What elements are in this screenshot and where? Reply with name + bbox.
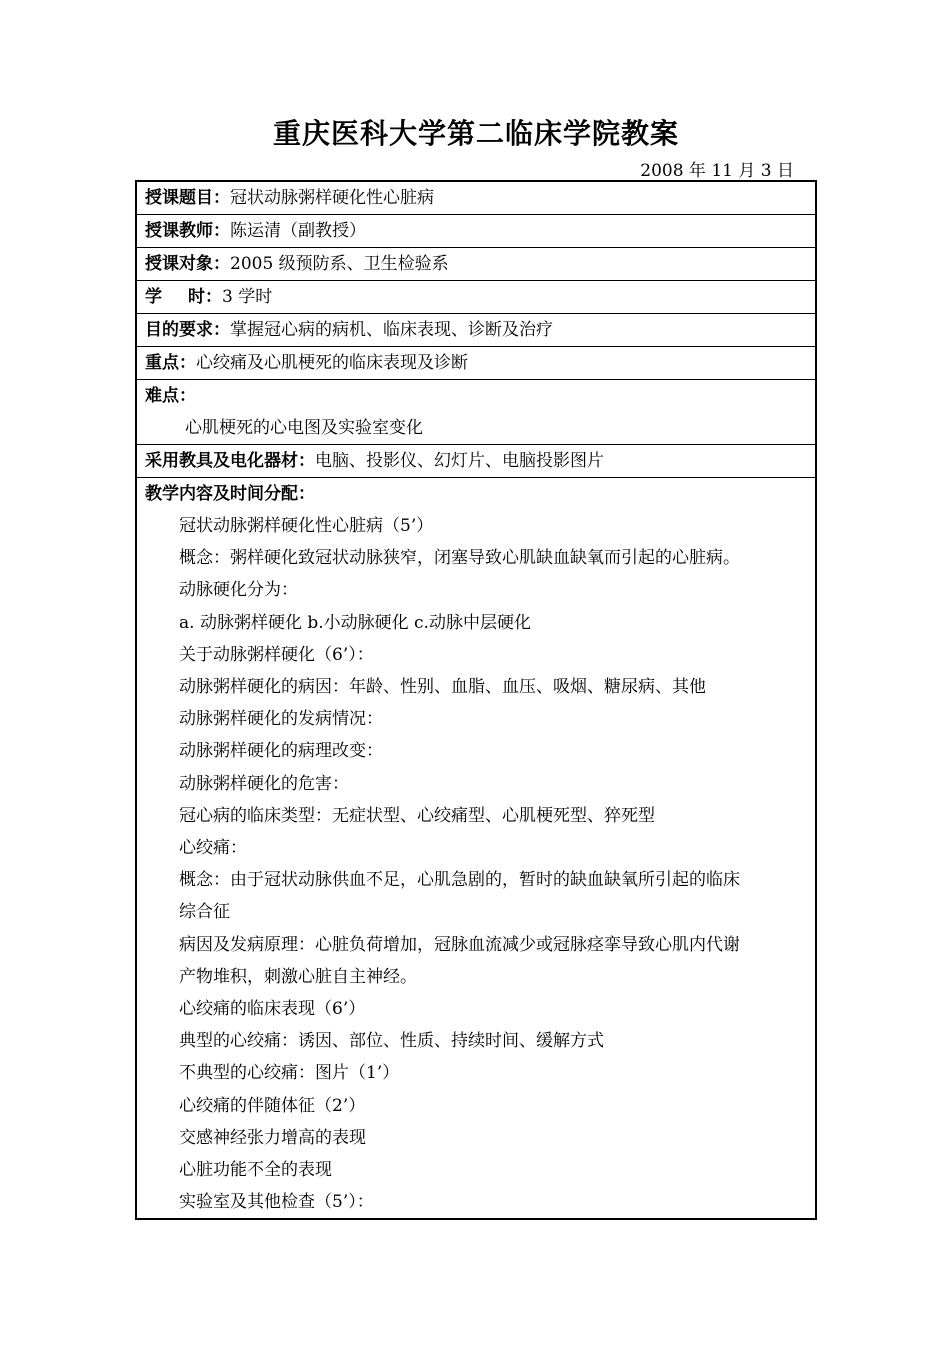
content-line: a. 动脉粥样硬化 b.小动脉硬化 c.动脉中层硬化 — [179, 612, 531, 633]
topic-label: 授课题目： — [145, 188, 230, 208]
teacher-value: 陈运清（副教授） — [230, 221, 366, 241]
content-line: 概念：粥样硬化致冠状动脉狭窄，闭塞导致心肌缺血缺氧而引起的心脏病。 — [179, 548, 740, 569]
content-line: 冠状动脉粥样硬化性心脏病（5’） — [179, 516, 434, 536]
audience-label: 授课对象： — [145, 254, 230, 274]
content-line: 综合征 — [179, 902, 230, 923]
content-line: 不典型的心绞痛：图片（1’） — [179, 1063, 400, 1084]
audience-value: 2005 级预防系、卫生检验系 — [230, 254, 449, 274]
content-line: 冠心病的临床类型：无症状型、心绞痛型、心肌梗死型、猝死型 — [179, 805, 655, 826]
content-line: 产物堆积，刺激心脏自主神经。 — [179, 966, 417, 987]
goal-label: 目的要求： — [145, 320, 230, 340]
difficulty-value: 心肌梗死的心电图及实验室变化 — [185, 418, 423, 438]
content-line: 概念：由于冠状动脉供血不足，心肌急剧的，暂时的缺血缺氧所引起的临床 — [179, 870, 740, 891]
teacher-label: 授课教师： — [145, 221, 230, 241]
hours-label-b: 时： — [188, 287, 222, 307]
content-line: 关于动脉粥样硬化（6’）： — [179, 644, 374, 665]
row-content — [137, 478, 815, 1218]
content-line: 交感神经张力增高的表现 — [179, 1127, 366, 1148]
row-audience — [137, 248, 815, 281]
content-line: 动脉粥样硬化的病理改变： — [179, 741, 383, 762]
hours-value: 3 学时 — [222, 287, 273, 307]
row-key — [137, 347, 815, 380]
lesson-plan-table — [135, 180, 817, 1220]
content-line: 心绞痛： — [179, 838, 247, 859]
content-line: 实验室及其他检查（5’）： — [179, 1192, 374, 1213]
document-date: 2008 年 11 月 3 日 — [640, 161, 794, 181]
row-difficulty — [137, 380, 815, 445]
goal-value: 掌握冠心病的病机、临床表现、诊断及治疗 — [230, 320, 553, 340]
row-goal — [137, 314, 815, 347]
content-line: 典型的心绞痛：诱因、部位、性质、持续时间、缓解方式 — [179, 1031, 604, 1052]
page-title: 重庆医科大学第二临床学院教案 — [272, 117, 679, 150]
row-tools — [137, 445, 815, 478]
tools-value: 电脑、投影仪、幻灯片、电脑投影图片 — [315, 451, 604, 471]
row-hours — [137, 281, 815, 314]
key-value: 心绞痛及心肌梗死的临床表现及诊断 — [196, 353, 468, 373]
row-teacher — [137, 215, 815, 248]
tools-label: 采用教具及电化器材： — [145, 451, 315, 471]
content-label: 教学内容及时间分配： — [145, 484, 315, 504]
difficulty-label: 难点： — [145, 386, 196, 406]
content-line: 动脉粥样硬化的发病情况： — [179, 709, 383, 730]
hours-label-a: 学 — [145, 287, 162, 307]
content-line: 动脉粥样硬化的危害： — [179, 773, 349, 794]
row-topic — [137, 182, 815, 215]
content-line: 动脉硬化分为： — [179, 580, 298, 601]
content-line: 心脏功能不全的表现 — [179, 1160, 332, 1181]
topic-value: 冠状动脉粥样硬化性心脏病 — [230, 188, 434, 208]
content-line: 病因及发病原理：心脏负荷增加，冠脉血流减少或冠脉痉挛导致心肌内代谢 — [179, 934, 740, 955]
content-line: 心绞痛的临床表现（6’） — [179, 999, 366, 1020]
content-line: 心绞痛的伴随体征（2’） — [179, 1095, 366, 1116]
key-label: 重点： — [145, 353, 196, 373]
content-line: 动脉粥样硬化的病因：年龄、性别、血脂、血压、吸烟、糖尿病、其他 — [179, 677, 706, 698]
